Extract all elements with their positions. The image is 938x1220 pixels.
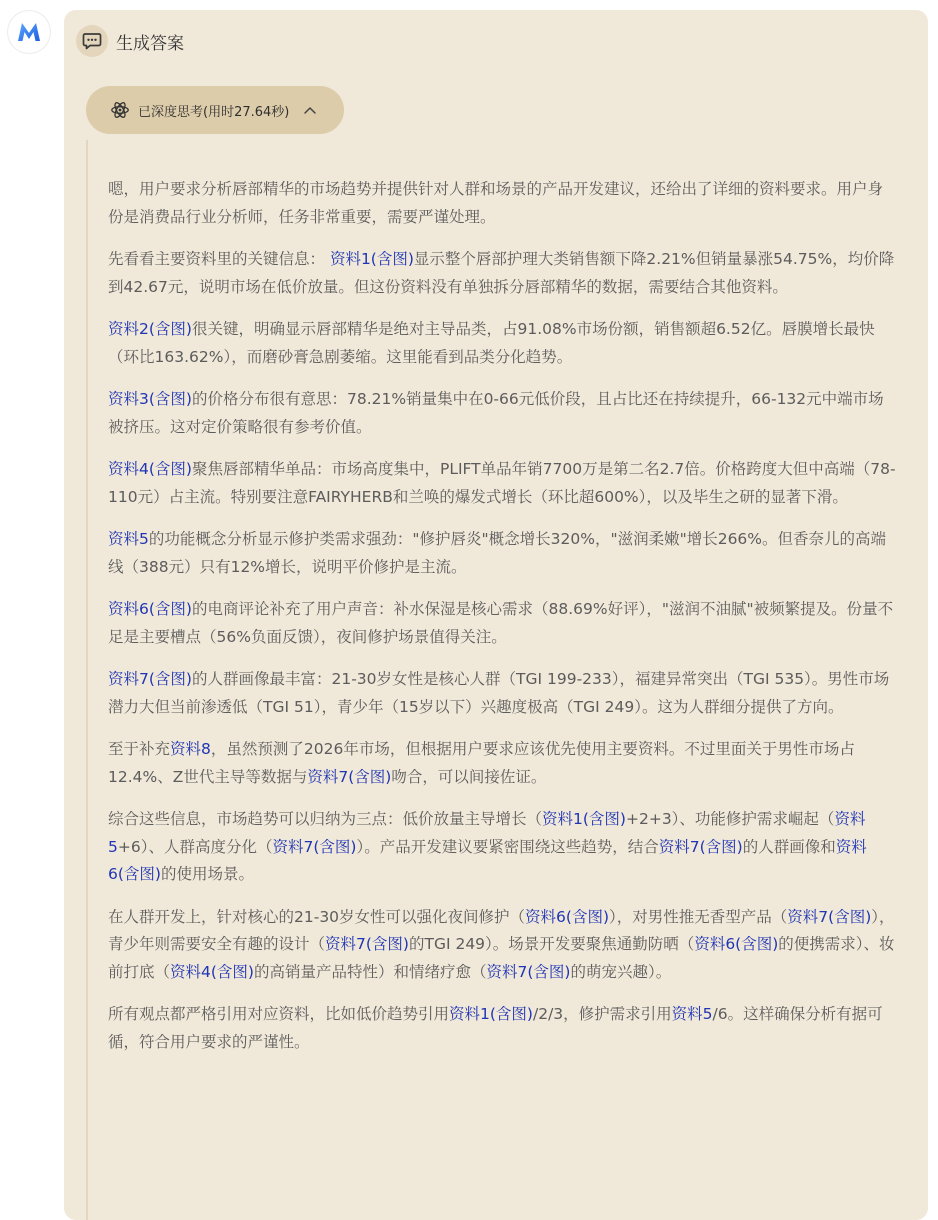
citation-link[interactable]: 资料7(含图) [272,837,357,856]
thinking-paragraph [108,1001,896,1056]
thinking-paragraph [108,666,896,721]
deep-think-toggle[interactable] [86,86,344,134]
paragraph-text: 综合这些信息，市场趋势可以归纳为三点：低价放量主导增长（ [108,810,543,828]
paragraph-text: 的高销量产品特性）和情绪疗愈（ [253,962,487,981]
paragraph-text: ）。产品开发建议要紧密围绕这些趋势，结合 [356,837,659,856]
paragraph-text: 在人群开发上，针对核心的21-30岁女性可以强化夜间修护（ [108,907,526,926]
paragraph-text: 的人群画像最丰富：21-30岁女性是核心人群（TGI 199-233），福建异常突出（TGI 535）。男性市场潜力大但当前渗透低（TGI 51），青少年（15岁以下）兴趣度极高（TGI 249）。这为人群细分提供了方向。 [108,670,890,716]
citation-link[interactable]: 资料5 [108,530,149,548]
paragraph-text: 的功能概念分析显示修护类需求强劲："修护唇炎"概念增长320%，"滋润柔嫩"增长266%。但香奈儿的高端线（388元）只有12%增长，说明平价修护是主流。 [108,530,887,576]
answer-card [64,10,928,1220]
citation-link[interactable]: 资料6(含图) [694,935,779,953]
thinking-paragraph [108,904,896,987]
citation-link[interactable]: 资料8 [170,740,211,758]
thinking-paragraph [108,736,896,791]
paragraph-text: 显示整个唇部护理大类销售额下降2.21%但销量暴涨54.75%，均价降到42.67元，说明市场在低价放量。但这份资料没有单独拆分唇部精华的数据，需要结合其他资料。 [108,250,895,296]
thinking-paragraph [108,596,896,651]
paragraph-text: 所有观点都严格引用对应资料，比如低价趋势引用 [108,1005,450,1023]
paragraph-text: ），青少年则需要安全有趣的设计（ [108,907,895,953]
thinking-paragraph [108,456,896,511]
citation-link[interactable]: 资料2(含图) [108,320,192,338]
thinking-paragraph [108,316,896,371]
paragraph-text: 的萌宠兴趣）。 [570,962,672,981]
thinking-quote-bar [86,140,88,1220]
thinking-paragraph [108,526,896,581]
thinking-paragraph [108,806,896,889]
citation-link[interactable]: 资料5 [108,810,866,856]
paragraph-text: 的TGI 249）。场景开发要聚焦通勤防晒（ [408,935,695,953]
citation-link[interactable]: 资料4(含图) [108,460,192,478]
m-logo-icon [16,21,42,43]
citation-link[interactable]: 资料1(含图) [449,1005,533,1023]
citation-link[interactable]: 资料3(含图) [108,390,192,408]
paragraph-text: 聚焦唇部精华单品：市场高度集中，PLIFT单品年销7700万是第二名2.7倍。价格跨度大但中高端（78-110元）占主流。特别要注意FAIRYHERB和兰唤的爆发式增长（环比超600%），以及毕生之研的显著下滑。 [108,460,896,506]
thinking-content [108,176,896,1071]
paragraph-text: 的电商评论补充了用户声音：补水保湿是核心需求（88.69%好评），"滋润不油腻"被频繁提及。份量不足是主要槽点（56%负面反馈），夜间修护场景值得关注。 [108,600,894,646]
citation-link[interactable]: 资料7(含图) [325,935,409,953]
citation-link[interactable]: 资料6(含图) [108,600,192,618]
chevron-up-icon [303,105,317,115]
assistant-avatar [8,11,50,53]
thinking-paragraph [108,176,896,231]
paragraph-text: +6）、人群高度分化（ [117,837,273,856]
paragraph-text: ，虽然预测了2026年市场，但根据用户要求应该优先使用主要资料。不过里面关于男性市场占12.4%、Z世代主导等数据与 [108,740,855,786]
paragraph-text: 嗯，用户要求分析唇部精华的市场趋势并提供针对人群和场景的产品开发建议，还给出了详细的资料要求。用户身份是消费品行业分析师，任务非常重要，需要严谨处理。 [108,180,884,226]
answer-title: 生成答案 [116,33,184,54]
answer-header [76,24,184,58]
paragraph-text: 很关键，明确显示唇部精华是绝对主导品类，占91.08%市场份额，销售额超6.52亿。唇膜增长最快（环比163.62%），而磨砂膏急剧萎缩。这里能看到品类分化趋势。 [108,320,875,366]
paragraph-text: +2+3）、功能修护需求崛起（ [625,810,835,828]
thinking-paragraph [108,386,896,441]
citation-link[interactable]: 资料4(含图) [170,962,254,981]
thinking-paragraph [108,246,896,301]
paragraph-text: /6。这样确保分析有据可循，符合用户要求的严谨性。 [108,1005,883,1051]
deep-think-label: 已深度思考(用时27.64秒) [138,104,290,120]
paragraph-text: /2/3，修护需求引用 [532,1005,672,1023]
citation-link[interactable]: 资料7(含图) [658,837,743,856]
citation-link[interactable]: 资料7(含图) [486,962,571,981]
chat-bubble-icon [76,25,108,57]
citation-link[interactable]: 资料1(含图) [329,250,414,268]
paragraph-text: 的价格分布很有意思：78.21%销量集中在0-66元低价段，且占比还在持续提升，66-132元中端市场被挤压。这对定价策略很有参考价值。 [108,390,884,436]
citation-link[interactable]: 资料6(含图) [525,907,610,926]
paragraph-text: 吻合，可以间接佐证。 [391,767,547,786]
citation-link[interactable]: 资料1(含图) [542,810,626,828]
atom-icon [110,100,130,120]
paragraph-text: 的使用场景。 [160,865,254,883]
paragraph-text: 至于补充 [108,740,171,758]
citation-link[interactable]: 资料7(含图) [307,767,392,786]
citation-link[interactable]: 资料7(含图) [787,907,872,926]
citation-link[interactable]: 资料7(含图) [108,670,192,688]
citation-link[interactable]: 资料5 [671,1005,713,1023]
paragraph-text: 的人群画像和 [742,837,836,856]
paragraph-text: 的便携需求）、妆前打底（ [108,935,895,981]
paragraph-text: 先看看主要资料里的关键信息： [108,250,330,268]
paragraph-text: ），对男性推无香型产品（ [609,907,788,926]
citation-link[interactable]: 资料6(含图) [108,837,867,883]
